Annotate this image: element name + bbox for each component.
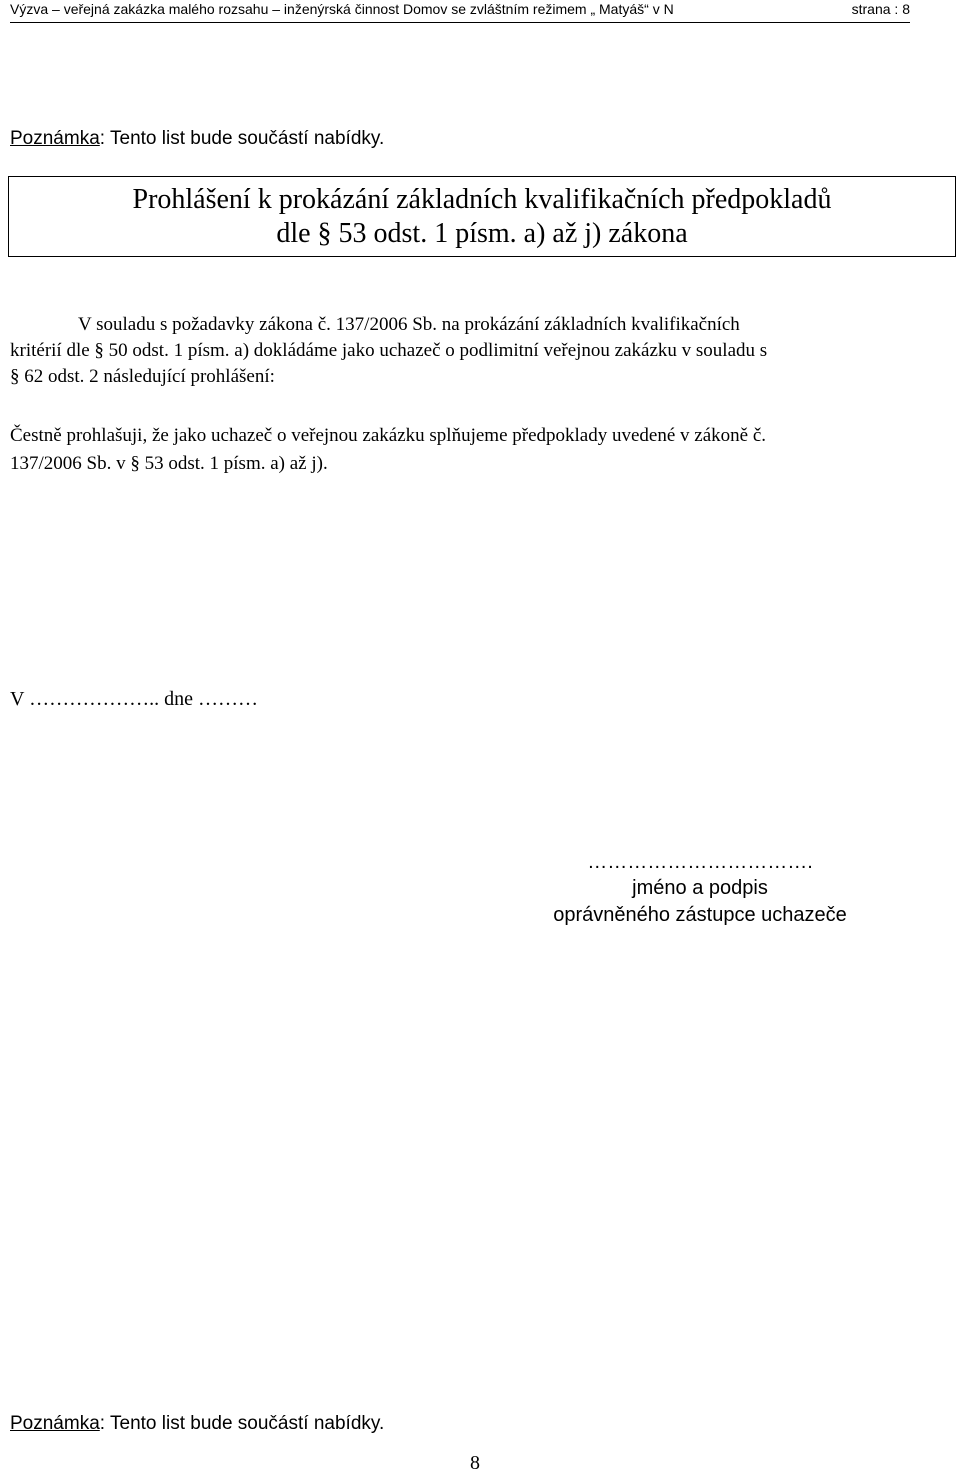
note-top xyxy=(10,128,384,150)
note-text: : Tento list bude součástí nabídky. xyxy=(99,128,385,149)
declaration-line-1: Čestně prohlašuji, že jako uchazeč o veřejnou zakázku splňujeme předpoklady uvedené v zákoně č. xyxy=(10,425,767,446)
header-title: Výzva – veřejná zakázka malého rozsahu – inženýrská činnost Domov se zvláštním režimem „ Matyáš“ v N xyxy=(10,1,674,17)
declaration-title-line-2: dle § 53 odst. 1 písm. a) až j) zákona xyxy=(276,218,688,249)
intro-line-3: § 62 odst. 2 následující prohlášení: xyxy=(10,366,275,387)
declaration-line-2: 137/2006 Sb. v § 53 odst. 1 písm. a) až j). xyxy=(10,453,328,474)
signature-caption-1: jméno a podpis xyxy=(632,877,768,899)
page-number: 8 xyxy=(470,1452,480,1474)
signature-line: ……………………………. xyxy=(587,851,813,873)
page-header xyxy=(10,0,910,23)
header-page-indicator: strana : 8 xyxy=(851,1,910,17)
note-text-bottom: : Tento list bude součástí nabídky. xyxy=(99,1413,385,1434)
intro-line-1: V souladu s požadavky zákona č. 137/2006 Sb. na prokázání základních kvalifikačních xyxy=(78,314,740,335)
declaration-title-box xyxy=(8,176,956,257)
place-date-field: V ……………….. dne ……… xyxy=(10,688,258,710)
signature-caption-2: oprávněného zástupce uchazeče xyxy=(553,904,847,926)
note-bottom xyxy=(10,1413,384,1435)
declaration-title-line-1: Prohlášení k prokázání základních kvalifikačních předpokladů xyxy=(132,184,832,215)
note-label-bottom: Poznámka xyxy=(10,1413,100,1434)
intro-line-2: kritérií dle § 50 odst. 1 písm. a) dokládáme jako uchazeč o podlimitní veřejnou zakázku v souladu s xyxy=(10,340,768,361)
note-label: Poznámka xyxy=(10,128,100,149)
